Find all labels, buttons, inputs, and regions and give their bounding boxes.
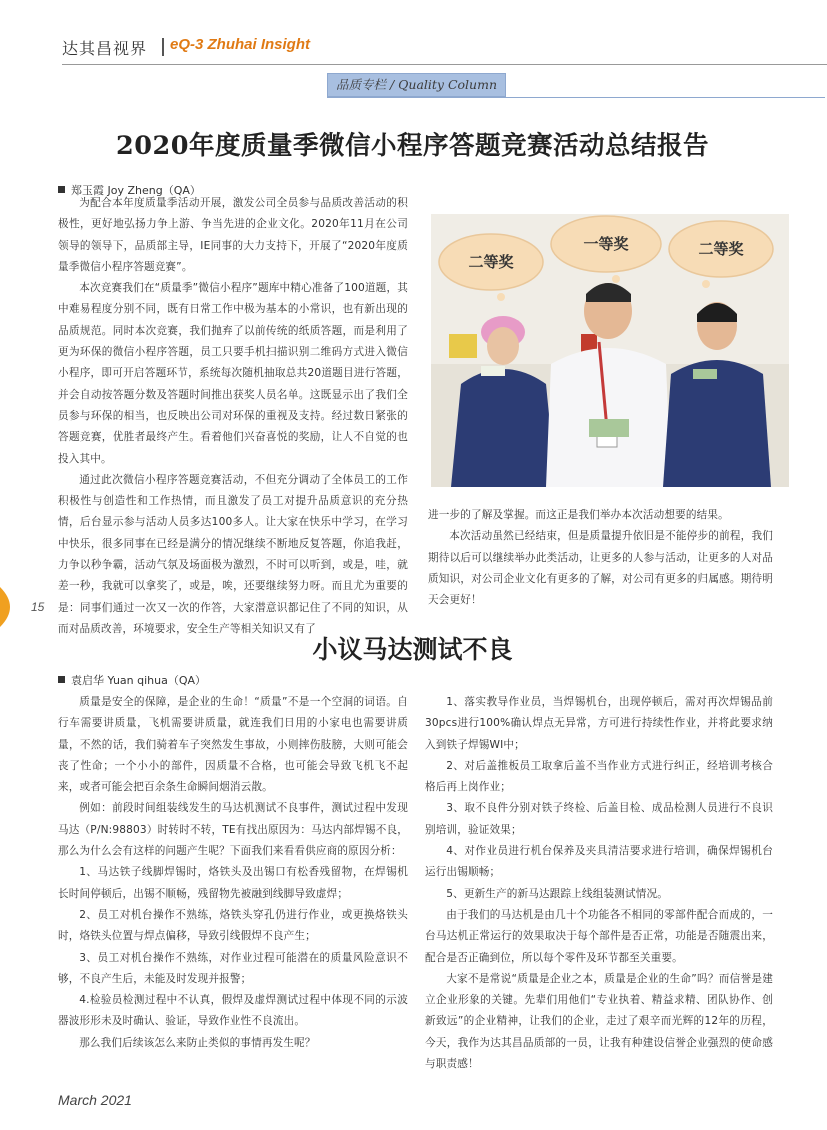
article2-paragraph: 3、取不良件分别对铁子终检、后盖目检、成品检测人员进行不良识别培训，验证效果；	[425, 802, 773, 836]
article2-paragraph: 4.检验员检测过程中不认真，假焊及虚焊测试过程中体现不同的示波器波形形未及时确认、验证，导致作业性不良流出。	[58, 994, 408, 1028]
article1-author-name: 郑玉霞 Joy Zheng（QA）	[71, 184, 201, 197]
article1-title: 2020年度质量季微信小程序答题竞赛活动总结报告	[116, 131, 709, 161]
article1-paragraph: 为配合本年度质量季活动开展，激发公司全员参与品质改善活动的积极性，更好地弘扬力争上游、争当先进的企业文化。2020年11月在公司领导的领导下，品质部主导，IE同事的大力支持下，开展了“2020年度质量季微信小程序答题竞赛”。	[58, 197, 408, 273]
article2-paragraph: 质量是安全的保障，是企业的生命！“质量”不是一个空洞的词语。自行车需要讲质量，飞机需要讲质量，就连我们日用的小家电也需要讲质量，不然的话，我们骑着车子突然发生事故，小则摔伤肢膀，大则可能会丧了性命；一个小小的部件，因质量不合格，也可能会导致飞机飞不起来，或者可能会把百余条生命瞬间烟消云散。	[58, 696, 408, 794]
award-photo-illustration	[431, 214, 789, 487]
article2-paragraph: 大家不是常说“质量是企业之本，质量是企业的生命”吗？而信誉是建立企业形象的关键。先辈们用他们“专业执着、精益求精、团队协作、创新致远”的企业精神，让我们的企业，走过了艰辛而光辉的12年的历程，今天，我作为达其昌品质部的一员，让我有种建设信誉企业强烈的使命感与职责感！	[425, 972, 773, 1071]
page-number: 15	[31, 600, 45, 614]
magazine-name-cn: 达其昌视界	[62, 39, 148, 58]
article2-paragraph: 2、员工对机台操作不熟练，烙铁头穿孔仍进行作业，或更换烙铁头时，烙铁头位置与焊点偏移，导致引线假焊不良产生；	[58, 908, 408, 943]
article2-paragraph: 那么我们后续该怎么来防止类似的事情再发生呢？	[79, 1036, 316, 1049]
page-tab-shape	[0, 587, 20, 627]
article2-paragraph: 例如：前段时间组装线发生的马达机测试不良事件，测试过程中发现马达（P/N:98803）时转时不转，TE有找出原因为：马达内部焊锡不良，那么为什么会有这样的问题产生呢？下面我们来看看供应商的原因分析：	[58, 802, 408, 858]
page-number-tab	[0, 587, 20, 631]
award-photo	[431, 214, 789, 487]
article2-paragraph: 3、员工对机台操作不熟练，对作业过程可能潜在的质量风险意识不够，不良产生后，未能及时发现并报警；	[58, 951, 408, 985]
article2-paragraph: 1、马达铁子线脚焊锡时，烙铁头及出锡口有松香残留物，在焊锡机长时间停顿后，出锡不顺畅，残留物先被融到线脚导致虚焊；	[58, 866, 408, 900]
award-first: 一等奖	[583, 235, 629, 253]
award-second-right: 二等奖	[698, 240, 744, 258]
article2-author-name: 袁启华 Yuan qihua（QA）	[71, 674, 207, 687]
article2-paragraph: 1、落实教导作业员，当焊锡机台，出现停顿后，需对再次焊锡品前30pcs进行100%确认焊点无异常，方可进行持续性作业，并将此要求纳入到铁子焊锡WI中；	[425, 696, 773, 751]
article2-paragraph: 5、更新生产的新马达跟踪上线组装测试情况。	[446, 887, 668, 900]
article1-paragraph: 本次活动虽然已经结束，但是质量提升依旧是不能停步的前程，我们期待以后可以继续举办此类活动，让更多的人参与活动，让更多的人对品质知识，对公司企业文化有更多的了解，对公司有更多的归属感。期待明天会更好！	[428, 530, 773, 607]
award-second-left: 二等奖	[468, 253, 514, 271]
column-label: 品质专栏 / Quality Column	[327, 73, 506, 97]
article2-paragraph: 2、对后盖推板员工取拿后盖不当作业方式进行纠正，经培训考核合格后再上岗作业；	[425, 759, 773, 794]
article2-right-column	[425, 692, 773, 1071]
article1-paragraph: 通过此次微信小程序答题竞赛活动，不但充分调动了全体员工的工作积极性与创造性和工作热情，而且激发了员工对提升品质意识的充分热情，后台显示参与活动人员多达100多人。让大家在快乐中学习，在学习中快乐，很多同事在已经是满分的情况继续不断地反复答题，你追我赶，力争以秒争霸，活动气氛及场面极为激烈，不时可以听到，或是，哇，就差一秒，我就可以拿奖了，或是，唉，还要继续努力呀。而且尤为重要的是：同事们通过一次又一次的作答，大家潜意识都记住了不同的知识，从而对品质改善，环境要求，安全生产等相关知识又有了	[58, 473, 408, 635]
article1-right-column	[428, 505, 773, 611]
issue-date: March 2021	[58, 1092, 132, 1108]
article2-title: 小议马达测试不良	[312, 635, 513, 664]
article2-author	[58, 672, 206, 688]
author-bullet	[58, 676, 65, 683]
magazine-name-en: eQ-3 Zhuhai Insight	[170, 36, 311, 53]
article2-left-column	[58, 692, 408, 1050]
header-divider	[162, 38, 164, 56]
article1-paragraph: 本次竞赛我们在“质量季”微信小程序”题库中精心准备了100道题，其中难易程度分别不同，既有日常工作中极为基本的小常识，也有新出现的品质规范。同时本次竞赛，我们抛弃了以前传统的纸质答题，而是利用了更为环保的微信小程序答题，员工只要手机扫描识别二维码方式进入微信小程序，即可开启答题环节，系统每次随机抽取总共20道题目进行答题，并会自动按答题分数及答题时间推出获奖人员名单。这既显示出了我们全员参与环保的相当，也反映出公司对环保的重视及支持。经过数日紧张的答题竞赛，优胜者最终产生。看着他们兴奋喜悦的奖励，让人不自觉的也投入其中。	[58, 282, 408, 465]
article1-left-column	[58, 193, 408, 635]
column-rule	[327, 97, 825, 98]
author-bullet	[58, 186, 65, 193]
header-rule	[62, 64, 827, 65]
article2-paragraph: 4、对作业员进行机台保养及夹具清洁要求进行培训，确保焊锡机台运行出锡顺畅；	[425, 845, 773, 879]
article1-paragraph: 进一步的了解及掌握。而这正是我们举办本次活动想要的结果。	[428, 509, 729, 521]
article2-paragraph: 由于我们的马达机是由几十个功能各不相同的零部件配合而成的，一台马达机正常运行的效果取决于每个部件是否正常，功能是否随震出来，配合是否正确到位，所以每个零件及环节都至关重要。	[425, 908, 773, 964]
